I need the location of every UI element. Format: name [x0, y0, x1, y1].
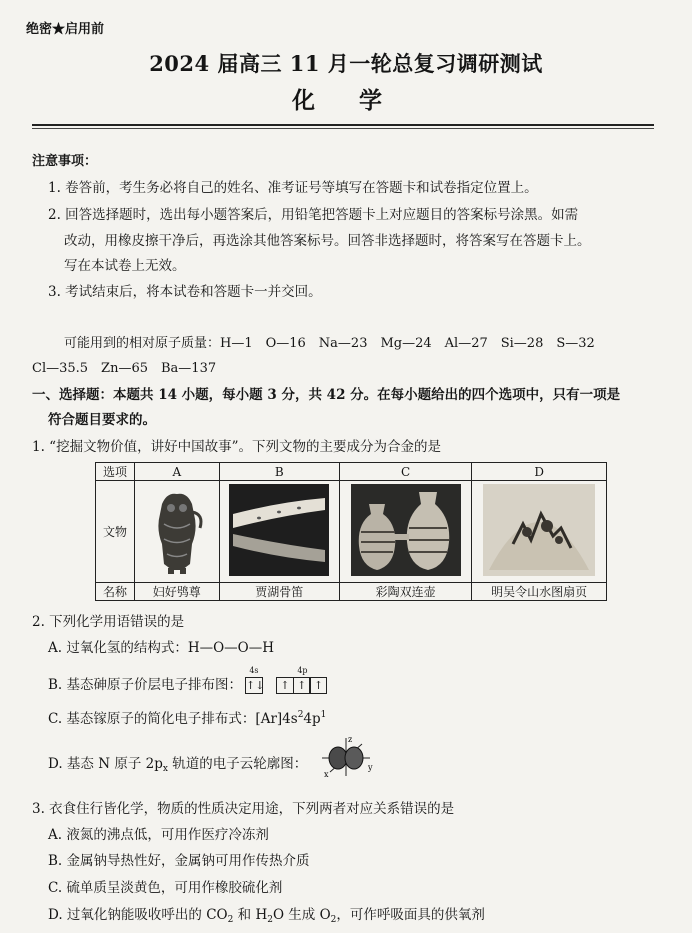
option-a-header: A: [135, 463, 220, 481]
notice-heading: 注意事项：: [32, 154, 98, 169]
question-2-stem: 2. 下列化学用语错误的是: [32, 614, 185, 630]
h2o-subscript: 2: [267, 915, 273, 925]
notice-item-3: 3. 考试结束后，将本试卷和答题卡一并交回。: [48, 284, 322, 300]
notice-item-2-cont: 改动，用橡皮擦干净后，再选涂其他答案标号。回答非选择题时，将答案写在答题卡上。: [64, 233, 591, 249]
relic-b-image: [219, 481, 339, 583]
relic-b-name: 贾湖骨笛: [219, 583, 339, 601]
option-d-suffix: 轨道的电子云轮廓图：: [167, 756, 308, 772]
question-2-option-c: [48, 707, 326, 727]
relic-d-image: [472, 481, 607, 583]
orbital-4p-box-3: ↑: [309, 677, 327, 694]
axis-y-label: y: [368, 763, 373, 772]
option-c-superscript-2: 2: [297, 710, 304, 720]
relics-table: [95, 462, 607, 601]
confidential-mark: 绝密★启用前: [26, 22, 105, 37]
question-2-option-b: [48, 666, 327, 694]
question-3-stem: 3. 衣食住行皆化学，物质的性质决定用途，下列两者对应关系错误的是: [32, 801, 455, 817]
axis-x-label: x: [324, 770, 329, 779]
orbital-4p: [277, 666, 327, 694]
option-d-text-2: 和 H: [233, 907, 268, 923]
orbital-4p-box-1: ↑: [276, 677, 294, 694]
table-header-label: 选项: [96, 463, 135, 481]
option-c-mid: 4p: [303, 711, 321, 727]
atomic-masses-line1: 可能用到的相对原子质量：H—1 O—16 Na—23 Mg—24 Al—27 Si—28 S—32: [64, 336, 595, 351]
option-b-text: B. 基态砷原子价层电子排布图：: [48, 677, 243, 693]
header-rule-thin: [32, 128, 654, 129]
option-c-prefix: C. 基态镓原子的简化电子排布式：[Ar]4s: [48, 711, 298, 727]
label-4p: 4p: [297, 666, 308, 675]
relic-a-image: [135, 481, 220, 583]
landscape-fan-image: [483, 484, 595, 576]
question-3-option-d: [48, 903, 485, 925]
bone-flute-image: [229, 484, 329, 576]
orbital-4p-box-2: ↑: [293, 677, 311, 694]
double-pot-image: [351, 484, 461, 576]
notice-item-2-cont2: 写在本试卷上无效。: [64, 258, 186, 274]
o2-subscript: 2: [330, 915, 337, 925]
exam-title: 2024 届高三 11 月一轮总复习调研测试: [149, 51, 543, 76]
orbital-4s-box: ↑↓: [246, 679, 265, 692]
notice-item-2: 2. 回答选择题时，选出每小题答案后，用铅笔把答题卡上对应题目的答案标号涂黑。如需: [48, 207, 579, 223]
option-d-text-3: O 生成 O: [272, 907, 331, 923]
table-row-label: 文物: [96, 481, 135, 583]
option-d-text-1: D. 过氧化钠能吸收呼出的 CO: [48, 907, 228, 923]
table-name-label: 名称: [96, 583, 135, 601]
notice-item-1: 1. 卷答前，考生务必将自己的姓名、准考证号等填写在答题卡和试卷指定位置上。: [48, 180, 538, 196]
option-c-superscript-1: 1: [320, 710, 327, 720]
option-c-header: C: [340, 463, 472, 481]
option-b-header: B: [219, 463, 339, 481]
question-2-option-d: [48, 752, 307, 774]
question-3-option-a: A. 液氮的沸点低，可用作医疗冷冻剂: [48, 827, 269, 843]
relic-c-name: 彩陶双连壶: [340, 583, 472, 601]
option-d-prefix: D. 基态 N 原子 2p: [48, 756, 163, 772]
header-rule: [32, 124, 654, 126]
section-1-heading-cont: 符合题目要求的。: [48, 412, 156, 428]
co2-subscript: 2: [227, 915, 234, 925]
option-d-text-4: ，可作呼吸面具的供氧剂: [336, 907, 485, 923]
relic-c-image: [340, 481, 472, 583]
orbital-4s: [246, 666, 265, 694]
owl-vessel-image: [142, 484, 212, 576]
subject-title: 化 学: [291, 87, 400, 114]
option-d-header: D: [472, 463, 607, 481]
relic-d-name: 明吴令山水图扇页: [472, 583, 607, 601]
p-orbital-diagram: [316, 734, 376, 780]
atomic-masses-line2: Cl—35.5 Zn—65 Ba—137: [32, 361, 217, 376]
question-2-option-a: A. 过氧化氢的结构式：H—O—O—H: [48, 640, 275, 656]
question-1-stem: 1. “挖掘文物价值，讲好中国故事”。下列文物的主要成分为合金的是: [32, 439, 441, 455]
section-1-heading: 一、选择题：本题共 14 小题，每小题 3 分，共 42 分。在每小题给出的四个选项中，只有一项是: [32, 387, 621, 403]
option-d-subscript: x: [162, 764, 168, 774]
label-4s: 4s: [249, 666, 259, 675]
question-3-option-c: C. 硫单质呈淡黄色，可用作橡胶硫化剂: [48, 880, 283, 896]
axis-z-label: z: [348, 735, 353, 744]
question-3-option-b: B. 金属钠导热性好，金属钠可用作传热介质: [48, 853, 310, 869]
relic-a-name: 妇好鸮尊: [135, 583, 220, 601]
